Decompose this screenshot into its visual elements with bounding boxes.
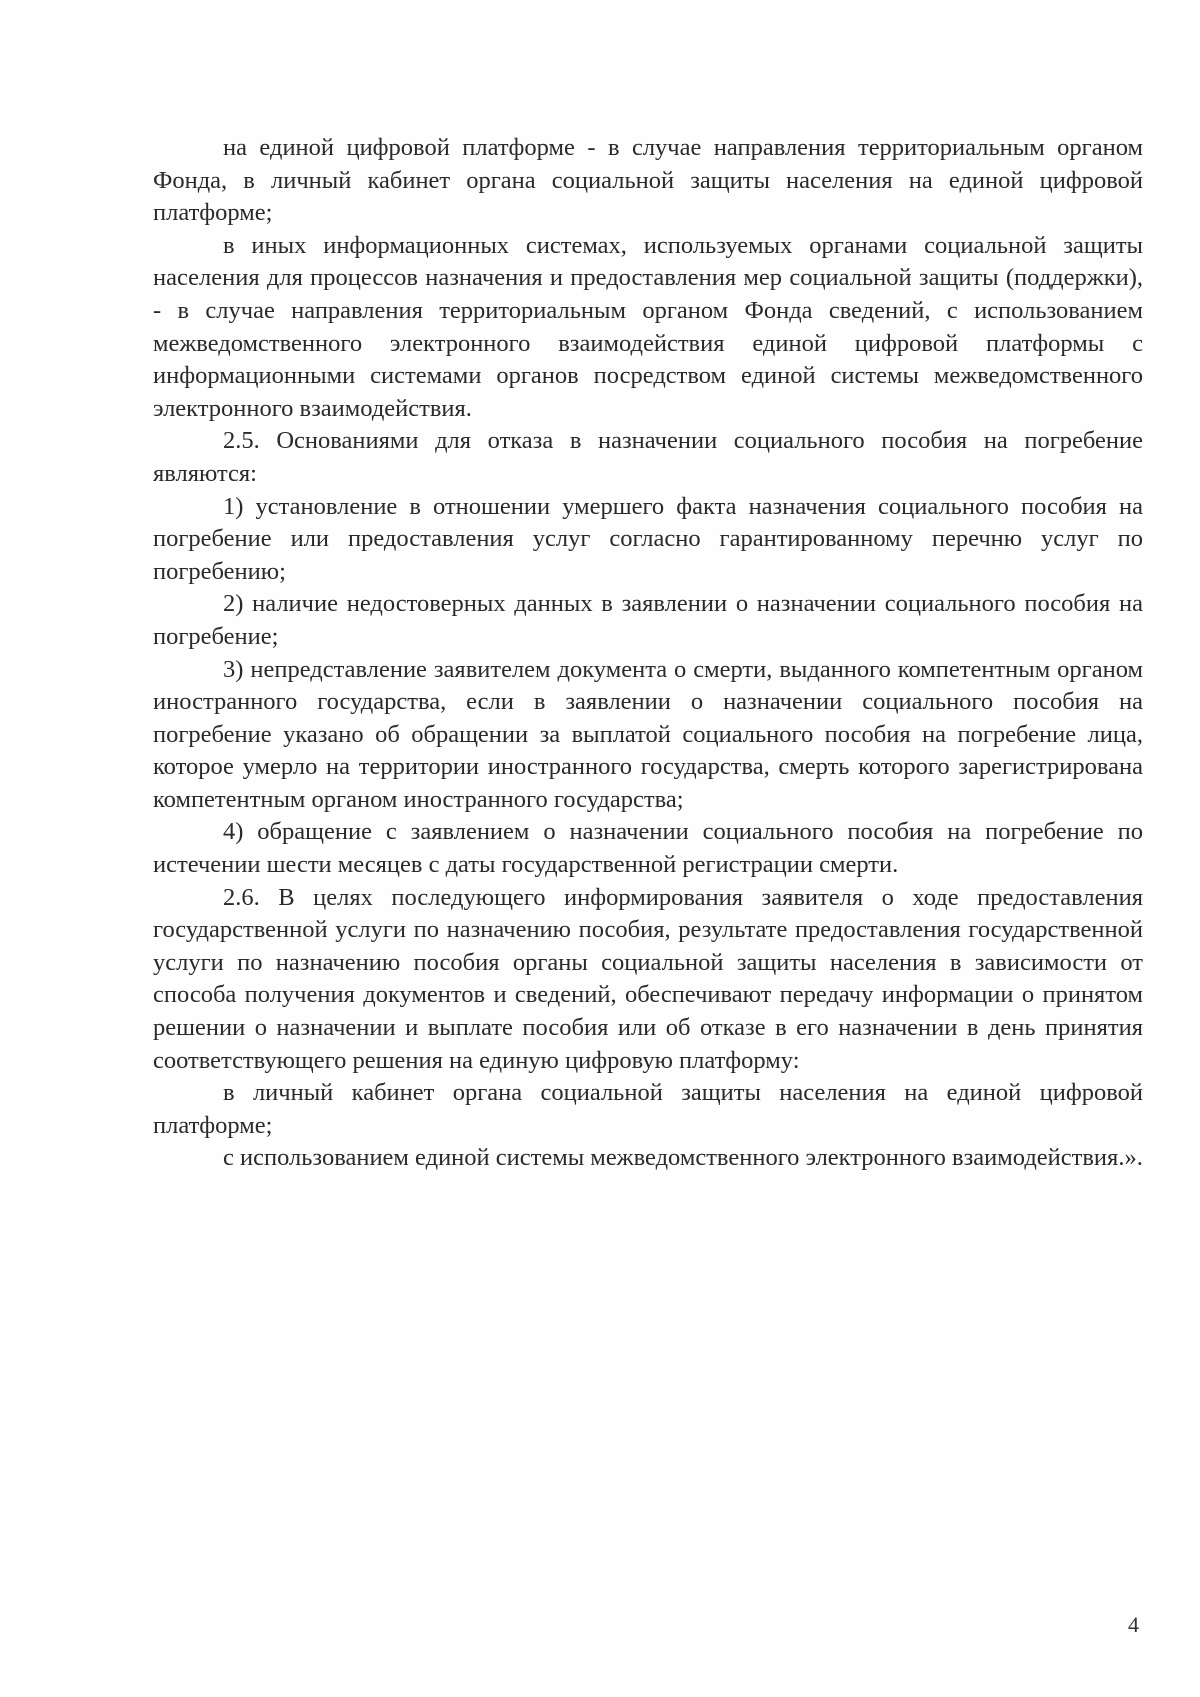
list-item-4: 4) обращение с заявлением о назначении социального пособия на погребение по истечении шести месяцев с даты государственной регистрации смерти. (153, 818, 1143, 879)
paragraph: в иных информационных системах, используемых органами социальной защиты населения для процессов назначения и предоставления мер социальной защиты (поддержки), - в случае направления территориальным органом Фонда сведений, с использованием межведомственного электронного взаимодействия единой цифровой платформы с информационными системами органов посредством единой системы межведомственного электронного взаимодействия. (153, 231, 1143, 422)
paragraph-section-2-5: 2.5. Основаниями для отказа в назначении социального пособия на погребение являются: (153, 427, 1143, 487)
list-item-1: 1) установление в отношении умершего факта назначения социального пособия на погребение или предоставления услуг согласно гарантированному перечню услуг по погребению; (153, 492, 1143, 585)
paragraph: с использованием единой системы межведомственного электронного взаимодействия.». (223, 1144, 1143, 1172)
document-body (153, 132, 1143, 1175)
list-item-2: 2) наличие недостоверных данных в заявлении о назначении социального пособия на погребение; (153, 590, 1143, 650)
paragraph-section-2-6: 2.6. В целях последующего информирования заявителя о ходе предоставления государственной услуги по назначению пособия, результате предоставления государственной услуги по назначению пособия органы социальной защиты населения в зависимости от способа получения документов и сведений, обеспечивают передачу информации о принятом решении о назначении и выплате пособия или об отказе в его назначении в день принятия соответствующего решения на единую цифровую платформу: (153, 883, 1143, 1074)
page-number: 4 (1128, 1612, 1139, 1637)
list-item-3: 3) непредставление заявителем документа о смерти, выданного компетентным органом иностранного государства, если в заявлении о назначении социального пособия на погребение указано об обращении за выплатой социального пособия на погребение лица, которое умерло на территории иностранного государства, смерть которого зарегистрирована компетентным органом иностранного государства; (153, 655, 1143, 813)
paragraph: в личный кабинет органа социальной защиты населения на единой цифровой платформе; (153, 1079, 1143, 1139)
paragraph: на единой цифровой платформе - в случае направления территориальным органом Фонда, в личный кабинет органа социальной защиты населения на единой цифровой платформе; (153, 134, 1143, 227)
